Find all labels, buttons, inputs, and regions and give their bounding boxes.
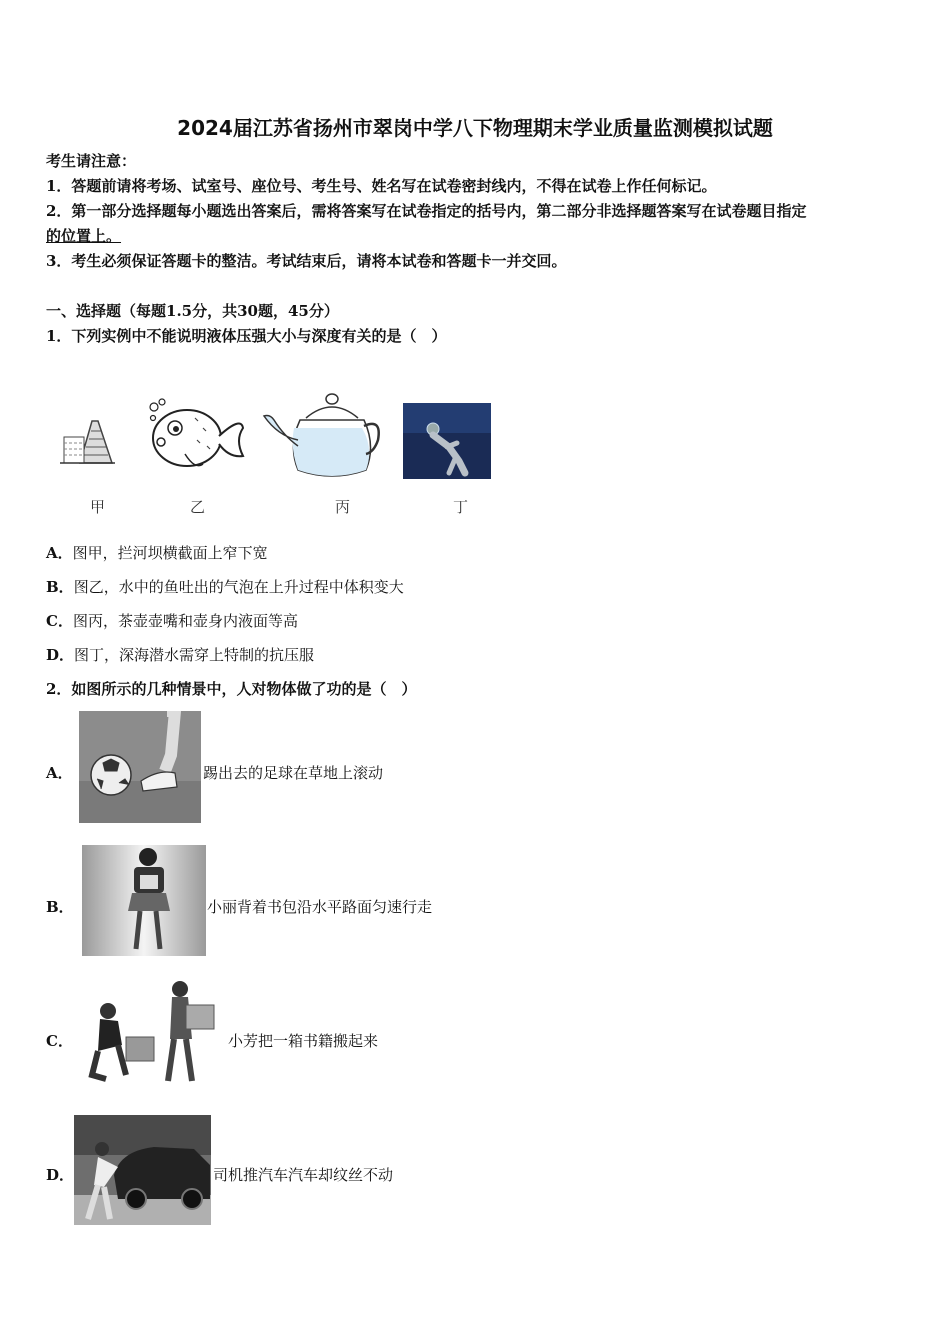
diver-figure bbox=[403, 403, 491, 479]
option-text: 图丙，茶壶壶嘴和壶身内液面等高 bbox=[72, 612, 298, 630]
q2-option-b-label[interactable]: B． bbox=[46, 898, 74, 916]
q1-option-a[interactable] bbox=[46, 541, 268, 565]
option-text: 图丁，深海潜水需穿上特制的抗压服 bbox=[74, 646, 315, 664]
push-car-photo bbox=[74, 1115, 211, 1225]
option-label: B． bbox=[46, 578, 74, 596]
option-text: 图乙，水中的鱼吐出的气泡在上升过程中体积变大 bbox=[73, 578, 404, 596]
q1-option-b[interactable] bbox=[46, 575, 404, 599]
q2-option-d-label[interactable]: D． bbox=[46, 1166, 75, 1184]
q2-option-a-text: 踢出去的足球在草地上滚动 bbox=[203, 764, 384, 782]
q2-option-c-label[interactable]: C． bbox=[46, 1032, 73, 1050]
option-label: A． bbox=[46, 544, 73, 562]
section-heading: 一、选择题（每题1.5分，共30题，45分） bbox=[46, 302, 339, 320]
fish-figure bbox=[145, 398, 247, 476]
caption-ding: 丁 bbox=[453, 498, 469, 516]
option-text: 图甲，拦河坝横截面上窄下宽 bbox=[72, 544, 268, 562]
girl-backpack-photo bbox=[82, 845, 206, 956]
notice-item-1: 1．答题前请将考场、试室号、座位号、考生号、姓名写在试卷密封线内，不得在试卷上作任何标记。 bbox=[46, 177, 717, 195]
option-label: D． bbox=[46, 646, 75, 664]
notice-item-2: 2．第一部分选择题每小题选出答案后，需将答案写在试卷指定的括号内，第二部分非选择题答案写在试卷题目指定 bbox=[46, 202, 807, 220]
football-kick-photo bbox=[79, 711, 201, 823]
caption-jia: 甲 bbox=[90, 498, 106, 516]
q2-option-b-text: 小丽背着书包沿水平路面匀速行走 bbox=[207, 898, 433, 916]
q2-option-a-label[interactable]: A． bbox=[46, 764, 73, 782]
caption-bing: 丙 bbox=[335, 498, 351, 516]
q1-option-d[interactable] bbox=[46, 643, 314, 667]
q2-option-c-text: 小芳把一箱书籍搬起来 bbox=[228, 1032, 379, 1050]
notice-item-3: 3．考生必须保证答题卡的整洁。考试结束后，请将本试卷和答题卡一并交回。 bbox=[46, 252, 567, 270]
dam-figure bbox=[60, 415, 115, 465]
question-2-stem: 2．如图所示的几种情景中，人对物体做了功的是（ ） bbox=[46, 680, 417, 698]
notice-item-2-cont: 的位置上。 bbox=[46, 227, 122, 245]
q2-option-d-text: 司机推汽车汽车却纹丝不动 bbox=[213, 1166, 394, 1184]
caption-yi: 乙 bbox=[190, 498, 206, 516]
question-1-stem: 1．下列实例中不能说明液体压强大小与深度有关的是（ ） bbox=[46, 327, 447, 345]
teapot-figure bbox=[262, 390, 382, 480]
q1-option-c[interactable] bbox=[46, 609, 298, 633]
option-label: C． bbox=[46, 612, 73, 630]
notice-heading: 考生请注意： bbox=[46, 152, 137, 170]
page-title: 2024届江苏省扬州市翠岗中学八下物理期末学业质量监测模拟试题 bbox=[177, 116, 773, 140]
lifting-box-photo bbox=[78, 979, 220, 1091]
